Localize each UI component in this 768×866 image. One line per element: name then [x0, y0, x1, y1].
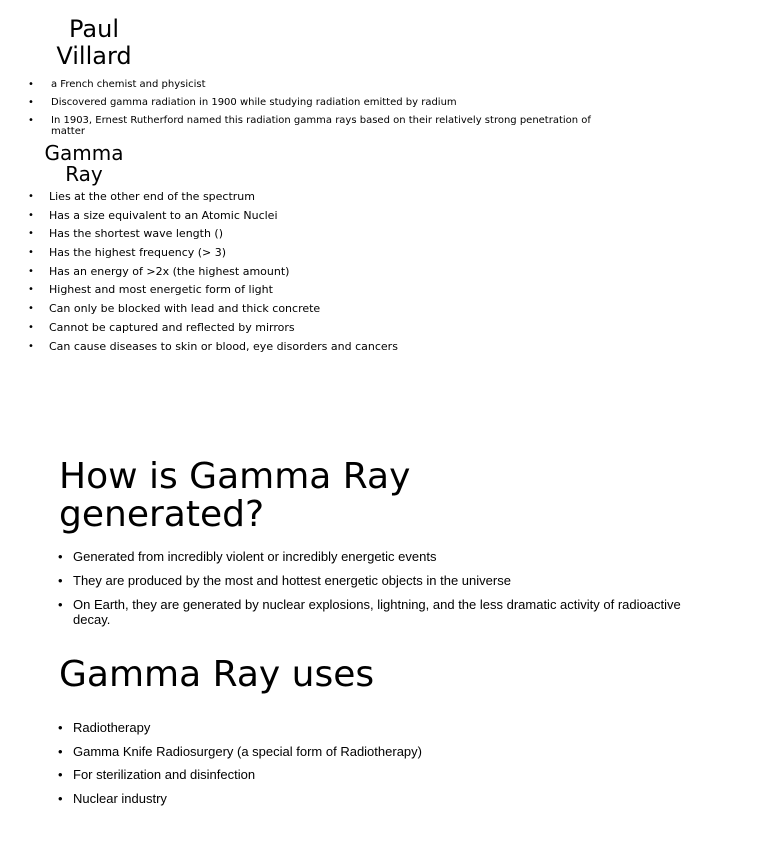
uses-bullet: • For sterilization and disinfection [0, 767, 422, 791]
uses-bullet: • Radiotherapy [0, 720, 422, 744]
generation-bullet-list [0, 549, 720, 636]
gamma-bullet: • Lies at the other end of the spectrum [0, 190, 398, 209]
villard-bullet: • In 1903, Ernest Rutherford named this radiation gamma rays based on their relatively strong penetration of matter [0, 115, 620, 137]
gamma-bullet: • Has the shortest wave length () [0, 227, 398, 246]
gamma-bullet: • Has an energy of >2x (the highest amount) [0, 265, 398, 284]
villard-bullet: • Discovered gamma radiation in 1900 while studying radiation emitted by radium [0, 97, 620, 108]
gamma-bullet: • Cannot be captured and reflected by mirrors [0, 321, 398, 340]
generation-bullet: • They are produced by the most and hottest energetic objects in the universe [0, 573, 720, 588]
villard-title: Paul Villard [56, 15, 132, 70]
gamma-bullet: • Has the highest frequency (> 3) [0, 246, 398, 265]
gamma-bullet: • Has a size equivalent to an Atomic Nuclei [0, 209, 398, 228]
gamma-bullet: • Highest and most energetic form of light [0, 283, 398, 302]
uses-heading: Gamma Ray uses [59, 654, 375, 695]
generation-bullet: • Generated from incredibly violent or incredibly energetic events [0, 549, 720, 564]
gamma-bullet-list [0, 190, 398, 358]
generation-heading: How is Gamma Ray generated? [59, 456, 411, 535]
gamma-bullet: • Can only be blocked with lead and thick concrete [0, 302, 398, 321]
uses-bullet: • Nuclear industry [0, 791, 422, 815]
uses-bullet-list [0, 720, 422, 815]
uses-bullet: • Gamma Knife Radiosurgery (a special form of Radiotherapy) [0, 744, 422, 768]
gamma-bullet: • Can cause diseases to skin or blood, eye disorders and cancers [0, 340, 398, 359]
villard-bullet: • a French chemist and physicist [0, 79, 620, 90]
villard-bullet-list [0, 79, 620, 144]
generation-bullet: • On Earth, they are generated by nuclear explosions, lightning, and the less dramatic activity of radioactive decay. [0, 597, 720, 627]
gamma-ray-title: Gamma Ray [44, 141, 124, 186]
